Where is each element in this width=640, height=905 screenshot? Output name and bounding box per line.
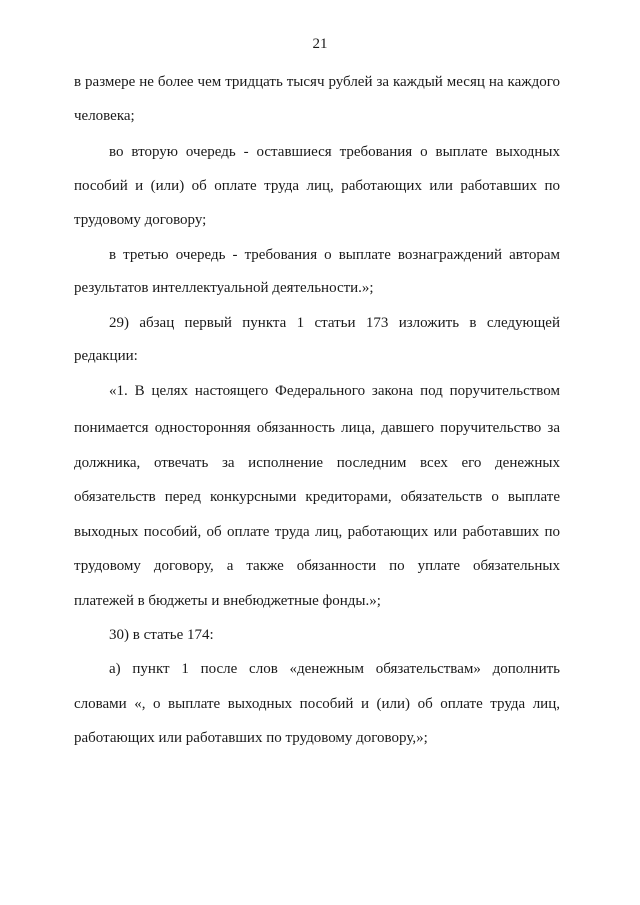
text-line: 30) в статье 174: — [109, 627, 214, 643]
text-line: обязательств перед конкурсными кредиторами, обязательств о выплате — [74, 489, 560, 505]
text-line: во вторую очередь - оставшиеся требования о выплате выходных — [109, 144, 560, 160]
text-line: человека; — [74, 108, 135, 124]
text-line: словами «, о выплате выходных пособий и (или) об оплате труда лиц, — [74, 696, 560, 712]
text-line: платежей в бюджеты и внебюджетные фонды.»; — [74, 593, 381, 609]
page-number: 21 — [312, 36, 328, 52]
text-line: редакции: — [74, 348, 138, 364]
text-line: понимается односторонняя обязанность лица, давшего поручительство за — [74, 420, 560, 436]
text-line: в размере не более чем тридцать тысяч рублей за каждый месяц на каждого — [74, 74, 560, 90]
text-line: результатов интеллектуальной деятельности.»; — [74, 280, 374, 296]
text-line: должника, отвечать за исполнение последним всех его денежных — [74, 455, 560, 471]
text-line: трудовому договору, а также обязанности по уплате обязательных — [74, 558, 560, 574]
text-line: трудовому договору; — [74, 212, 207, 228]
text-line: в третью очередь - требования о выплате вознаграждений авторам — [109, 247, 560, 263]
text-line: выходных пособий, об оплате труда лиц, работающих или работавших по — [74, 524, 560, 540]
text-line: пособий и (или) об оплате труда лиц, работающих или работавших по — [74, 178, 560, 194]
text-line: 29) абзац первый пункта 1 статьи 173 изложить в следующей — [109, 315, 560, 331]
text-line: работающих или работавших по трудовому договору,»; — [74, 730, 428, 746]
text-line: а) пункт 1 после слов «денежным обязательствам» дополнить — [109, 661, 560, 677]
text-line: «1. В целях настоящего Федерального закона под поручительством — [109, 383, 560, 399]
